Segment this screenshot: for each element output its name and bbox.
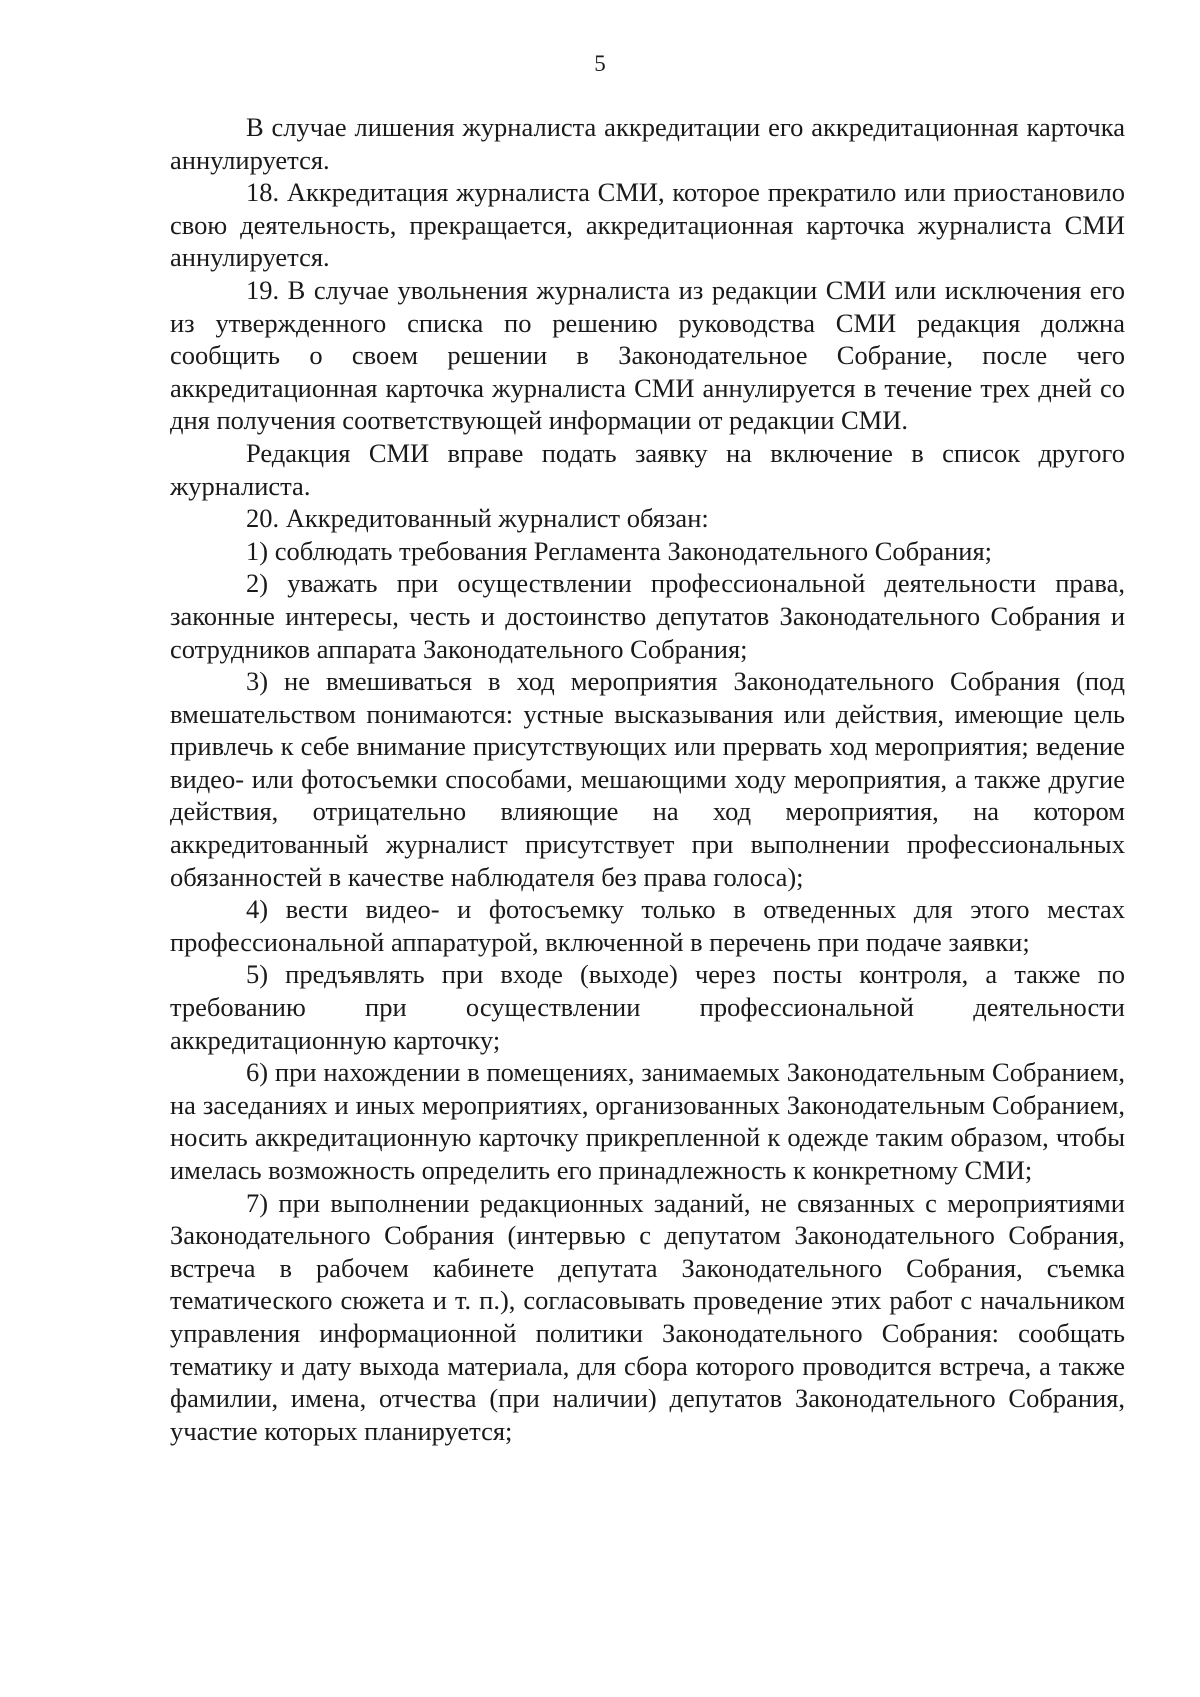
- paragraph-item-19: 19. В случае увольнения журналиста из редакции СМИ или исключения его из утвержденного списка по решению руководства СМИ редакция должна сообщить о своем решении в Законодательное Собрание, после чего аккредитационная карточка журналиста СМИ аннулируется в течение трех дней со дня получения соответствующей информации от редакции СМИ.: [170, 274, 1125, 436]
- paragraph-item-20: 20. Аккредитованный журналист обязан:: [246, 503, 709, 534]
- paragraph-item-18: 18. Аккредитация журналиста СМИ, которое прекратило или приостановило свою деятельность, прекращается, аккредитационная карточка журналиста СМИ аннулируется.: [170, 177, 1125, 273]
- paragraph-duty-6: 6) при нахождении в помещениях, занимаемых Законодательным Собранием, на заседаниях и иных мероприятиях, организованных Законодательным Собранием, носить аккредитационную карточку прикрепленной к одежде таким образом, чтобы имелась возможность определить его принадлежность к конкретному СМИ;: [170, 1057, 1125, 1185]
- paragraph-duty-1: 1) соблюдать требования Регламента Законодательного Собрания;: [246, 535, 993, 566]
- paragraph-replacement-request: Редакция СМИ вправе подать заявку на включение в список другого журналиста.: [170, 437, 1125, 501]
- document-body: [170, 111, 1125, 1447]
- paragraph-duty-4: 4) вести видео- и фотосъемку только в отведенных для этого местах профессиональной аппаратурой, включенной в перечень при подаче заявки;: [170, 894, 1125, 957]
- paragraph-duty-3: 3) не вмешиваться в ход мероприятия Законодательного Собрания (под вмешательством понимаются: устные высказывания или действия, имеющие цель привлечь к себе внимание присутствующих или прервать ход мероприятия; ведение видео- или фотосъемки способами, мешающими ходу мероприятия, а также другие действия, отрицательно влияющие на ход мероприятия, на котором аккредитованный журналист присутствует при выполнении профессиональных обязанностей в качестве наблюдателя без права голоса);: [170, 666, 1125, 892]
- page-number: 5: [594, 51, 606, 76]
- paragraph-duty-5: 5) предъявлять при входе (выходе) через посты контроля, а также по требованию при осуществлении профессиональной деятельности аккредитационную карточку;: [170, 959, 1125, 1055]
- paragraph-duty-7: 7) при выполнении редакционных заданий, не связанных с мероприятиями Законодательного Собрания (интервью с депутатом Законодательного Собрания, встреча в рабочем кабинете депутата Законодательного Собрания, съемка тематического сюжета и т. п.), согласовывать проведение этих работ с начальником управления информационной политики Законодательного Собрания: сообщать тематику и дату выхода материала, для сбора которого проводится встреча, а также фамилии, имена, отчества (при наличии) депутатов Законодательного Собрания, участие которых планируется;: [170, 1187, 1125, 1446]
- paragraph-accreditation-revocation: В случае лишения журналиста аккредитации его аккредитационная карточка аннулируется.: [170, 112, 1125, 175]
- paragraph-duty-2: 2) уважать при осуществлении профессиональной деятельности права, законные интересы, честь и достоинство депутатов Законодательного Собрания и сотрудников аппарата Законодательного Собрания;: [170, 568, 1125, 664]
